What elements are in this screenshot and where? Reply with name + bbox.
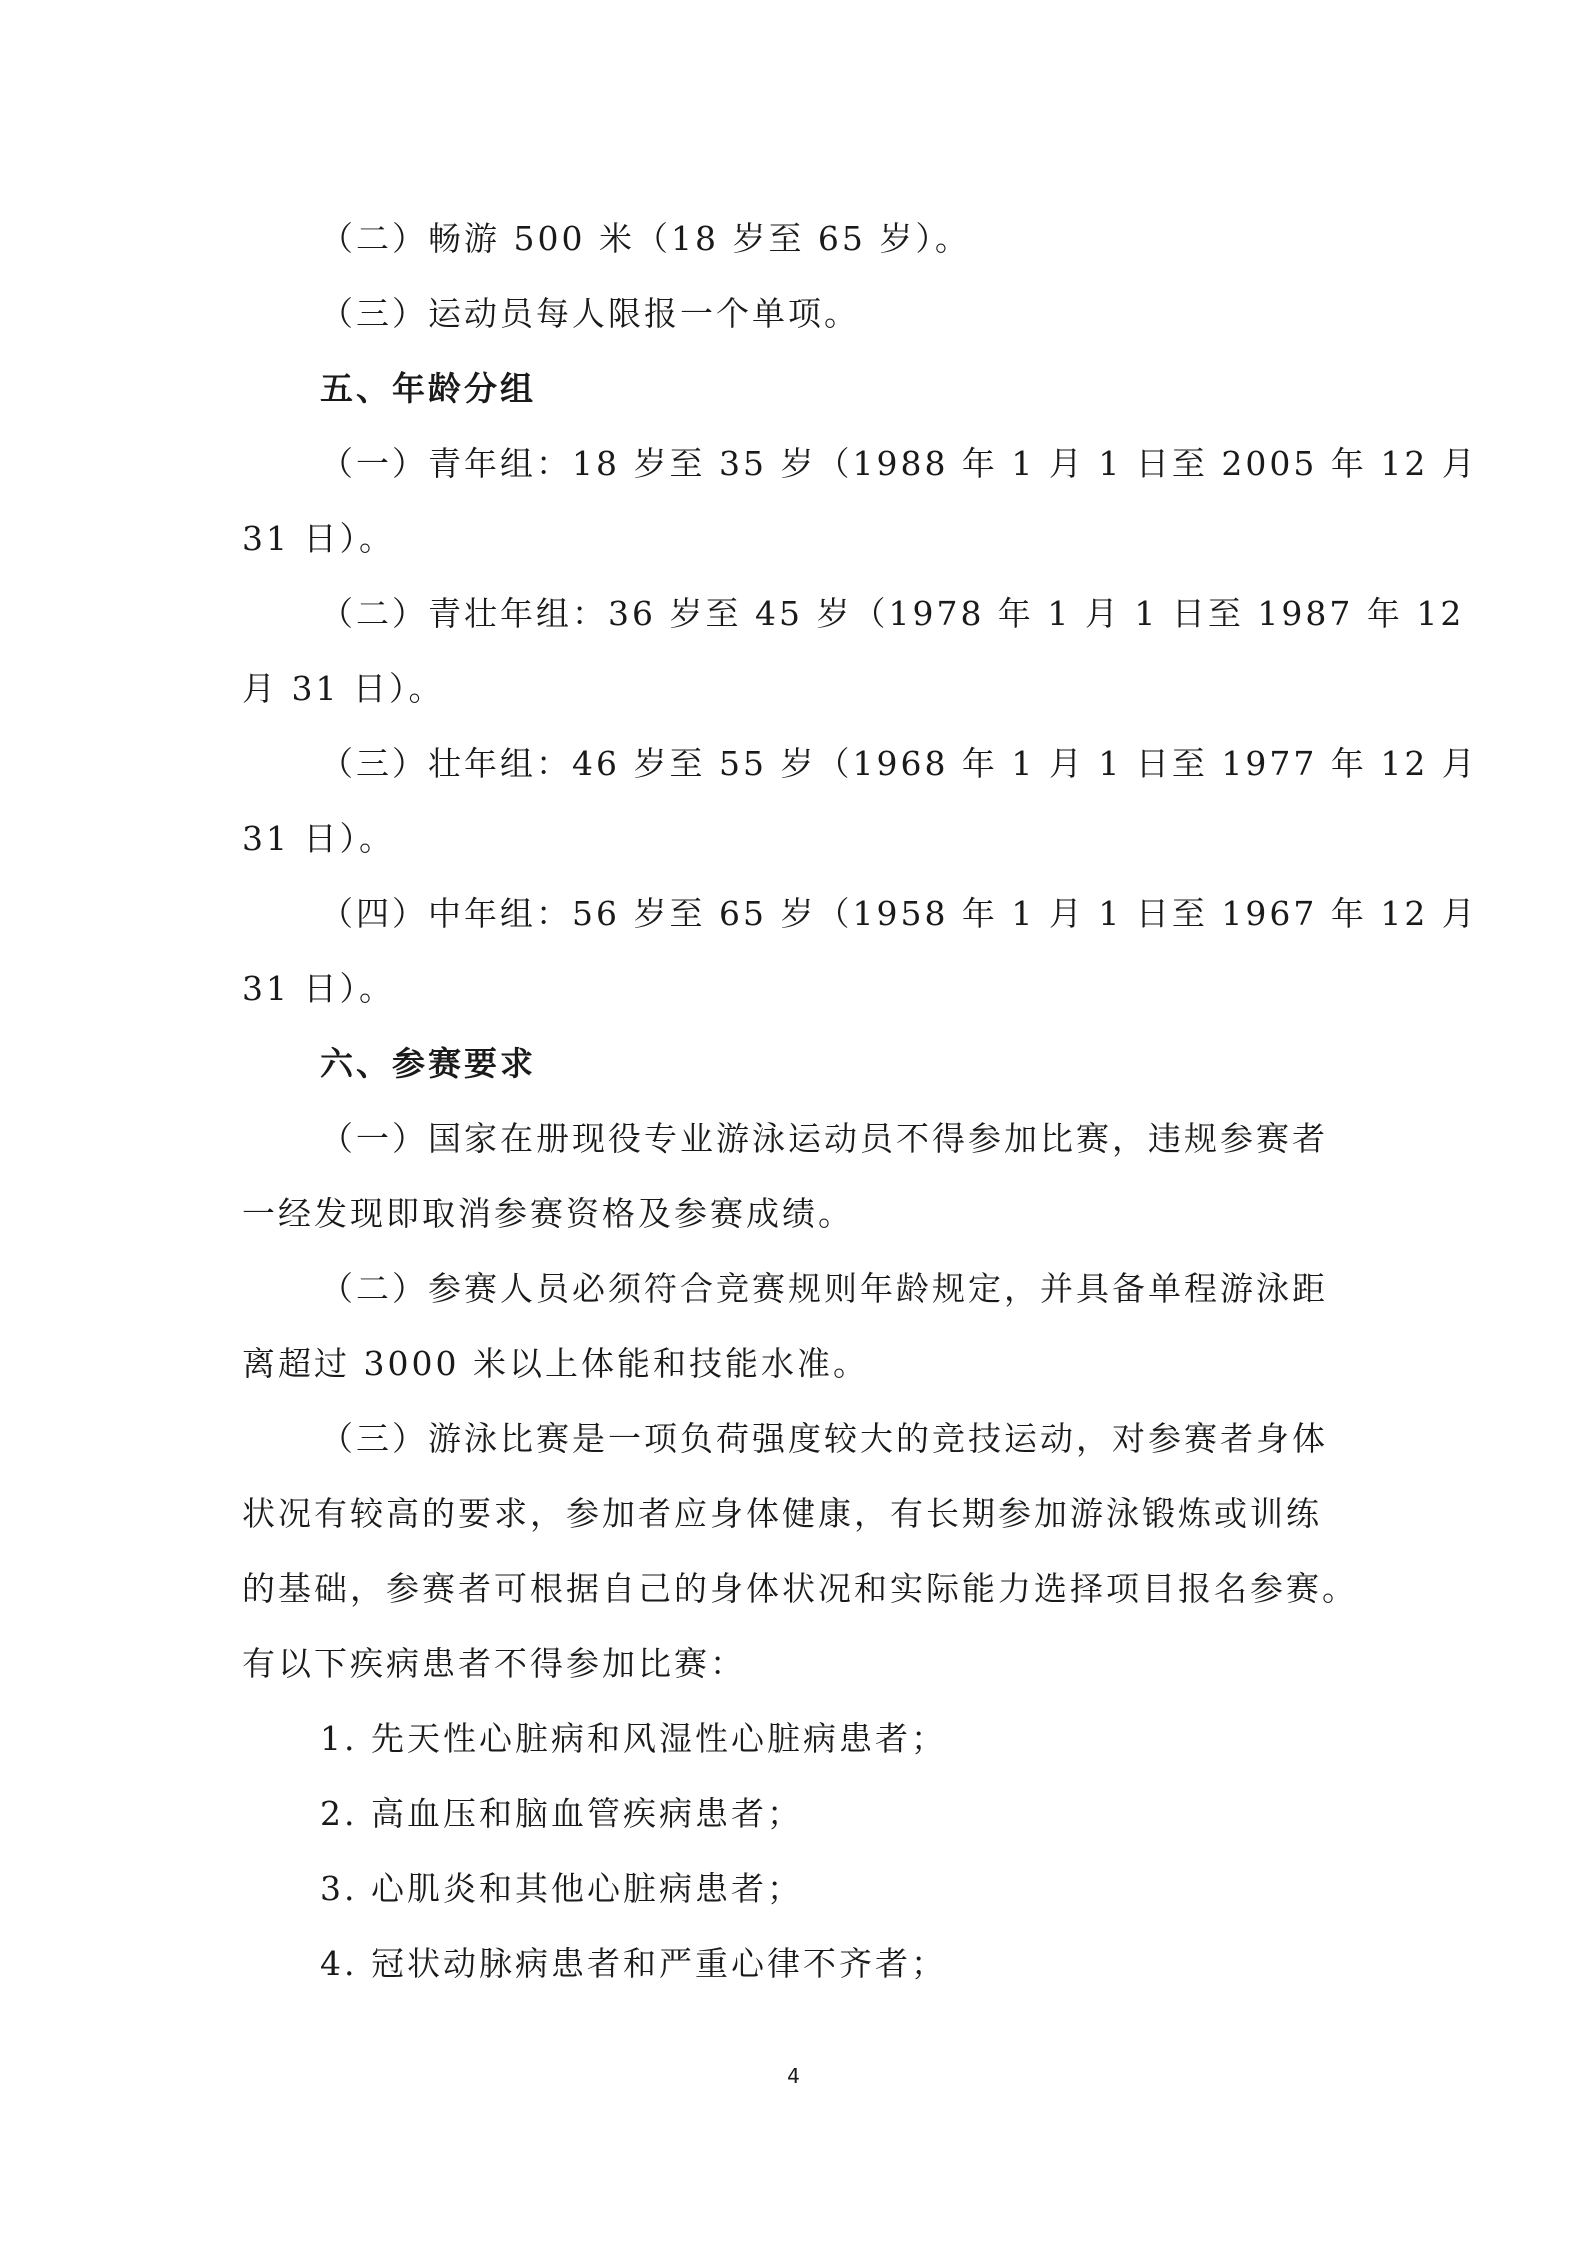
paragraph-line: 31 日）。 — [242, 819, 395, 858]
paragraph-line: （三）运动员每人限报一个单项。 — [320, 294, 860, 333]
list-item: 1. 先天性心脏病和风湿性心脏病患者； — [320, 1719, 947, 1758]
paragraph-line: （三）游泳比赛是一项负荷强度较大的竞技运动，对参赛者身体 — [320, 1419, 1328, 1458]
paragraph-line: （二）畅游 500 米（18 岁至 65 岁）。 — [320, 219, 971, 258]
paragraph-line: 月 31 日）。 — [242, 669, 445, 708]
section-heading-age-groups: 五、年龄分组 — [320, 369, 536, 408]
paragraph-line: （一）青年组：18 岁至 35 岁（1988 年 1 月 1 日至 2005 年 12 月 — [320, 444, 1478, 483]
page-number: 4 — [787, 2064, 800, 2088]
paragraph-line: （三）壮年组：46 岁至 55 岁（1968 年 1 月 1 日至 1977 年 12 月 — [320, 744, 1478, 783]
paragraph-line: 状况有较高的要求，参加者应身体健康，有长期参加游泳锻炼或训练 — [242, 1494, 1322, 1533]
paragraph-line: 有以下疾病患者不得参加比赛： — [242, 1644, 746, 1683]
list-item: 3. 心肌炎和其他心脏病患者； — [320, 1869, 803, 1908]
paragraph-line: （一）国家在册现役专业游泳运动员不得参加比赛，违规参赛者 — [320, 1119, 1328, 1158]
paragraph-line: 一经发现即取消参赛资格及参赛成绩。 — [242, 1194, 854, 1233]
list-item: 2. 高血压和脑血管疾病患者； — [320, 1794, 803, 1833]
paragraph-line: 31 日）。 — [242, 519, 395, 558]
paragraph-line: （二）青壮年组：36 岁至 45 岁（1978 年 1 月 1 日至 1987 年 12 — [320, 594, 1465, 633]
paragraph-line: 离超过 3000 米以上体能和技能水准。 — [242, 1344, 869, 1383]
section-heading-requirements: 六、参赛要求 — [320, 1044, 536, 1083]
paragraph-line: 31 日）。 — [242, 969, 395, 1008]
paragraph-line: （二）参赛人员必须符合竞赛规则年龄规定，并具备单程游泳距 — [320, 1269, 1328, 1308]
paragraph-line: （四）中年组：56 岁至 65 岁（1958 年 1 月 1 日至 1967 年 12 月 — [320, 894, 1478, 933]
paragraph-line: 的基础，参赛者可根据自己的身体状况和实际能力选择项目报名参赛。 — [242, 1569, 1358, 1608]
list-item: 4. 冠状动脉病患者和严重心律不齐者； — [320, 1944, 947, 1983]
